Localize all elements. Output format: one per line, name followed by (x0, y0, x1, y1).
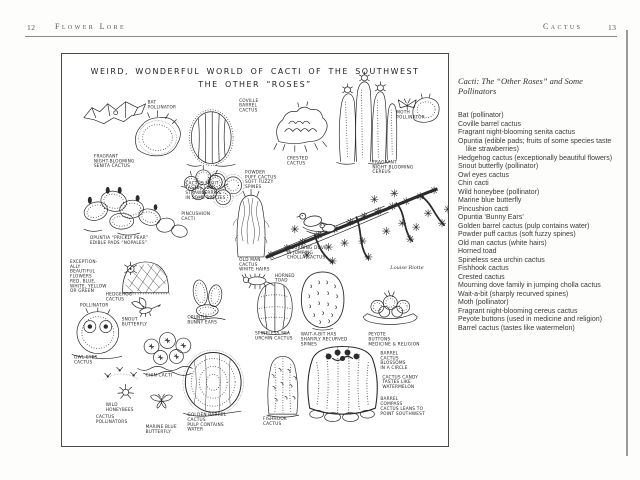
illustration-label-flowers: ALLY (69, 264, 81, 270)
artist-signature: Louise Riotte (390, 264, 424, 271)
illustration-label-waitabit: WAIT-A-BIT HAS (300, 332, 337, 338)
caption-item: Marine blue butterfly (458, 197, 522, 204)
caption-item: Golden barrel cactus (pulp contains water) (458, 222, 590, 230)
wild-honeybees-sketch (104, 367, 138, 398)
illustration-label-oldman: CACTUS (239, 262, 258, 268)
caption-item: Horned toad (458, 248, 497, 255)
caption-column (458, 76, 622, 333)
crested-cactus-sketch (274, 102, 327, 152)
night-blooming-cereus-sketch (337, 72, 397, 164)
sea-urchin-cactus-sketch (258, 283, 293, 335)
illustration-label-fruit: IN SOME SPECIES (185, 195, 226, 201)
illustration-label-snout: BUTTERFLY (121, 322, 148, 328)
illustration-label-seaurchin: URCHIN CACTUS (255, 336, 293, 342)
old-man-cactus-sketch (233, 189, 269, 257)
illustration-label-peyote: MEDICINE & RELIGION (368, 342, 420, 348)
wait-a-bit-sketch (301, 272, 344, 330)
illustration-label-bunny: OPUNTIA (187, 315, 208, 321)
illustration-label-powderpuff: SOFT FUZZY (245, 180, 274, 186)
illustration-label-barrelblossoms: IN A CIRCLE (380, 366, 408, 372)
illustration-label-flowers: EXCEPTION- (69, 259, 98, 265)
right-page-number: 13 (608, 23, 617, 32)
chin-cacti-sketch (138, 333, 193, 379)
caption-item: Wild honeybee (pollinator) (458, 188, 540, 196)
illustration-label-bunny: BUNNY EARS (187, 320, 218, 326)
caption-title: Cacti: The “Other Roses” and Some Pollinators (458, 76, 583, 96)
illustration-label-bat: BAT (147, 100, 157, 106)
caption-item: Pincushion cacti (458, 205, 509, 213)
illustration-label-dove: MOURNING DOVE (286, 246, 328, 252)
snout-butterfly-sketch (132, 298, 161, 317)
caption-item: Snout butterfly (pollinator) (458, 163, 539, 170)
left-page-number: 12 (27, 23, 36, 32)
illustration-label-opuntia: OPUNTIA “PRICKLY PEAR” (89, 236, 149, 242)
senita-cactus-sketch (135, 111, 180, 156)
illustration-label-dove: IN JUMPING (286, 250, 314, 256)
illustration-label-waitabit: SPINES (300, 342, 318, 348)
illustration-label-senita: SENITA CACTUS (93, 164, 131, 170)
illustration-label-peyote: PEYOTE (368, 332, 386, 338)
illustration-label-flowers: OR GREEN (69, 289, 95, 295)
caption-item: Wait-a-bit (sharply recurved spines) (458, 290, 569, 298)
illustration-label-coville: COVILLE (239, 98, 259, 104)
caption-item: Opuntia ‘Bunny Ears’ (458, 214, 524, 221)
page-edge-line (626, 30, 628, 456)
illustration-label-opuntia: EDIBLE PADS “NOPALES” (89, 240, 148, 246)
illustration-title-line2: THE OTHER “ROSES” (198, 79, 312, 89)
caption-item: Fragrant night-blooming cereus cactus (458, 307, 578, 315)
illustration-label-flowers: RED, BLUE, (69, 279, 96, 285)
bat-sketch (84, 102, 146, 124)
coville-barrel-sketch (187, 110, 235, 167)
illustration-label-chin: CHIN CACTI (145, 373, 173, 379)
illustration-label-honeybees: WILD (105, 403, 118, 409)
illustration-label-senita: FRAGRANT (93, 154, 119, 160)
illustration-label-pollinator: POLLINATOR (79, 303, 109, 309)
illustration-label-powderpuff: PUFF CACTUS (245, 175, 277, 181)
caption-item: Mourning dove family in jumping cholla cactus (458, 282, 601, 289)
caption-item: Hedgehog cactus (exceptionally beautiful flowers) (458, 154, 613, 162)
illustration-label-owleyes: CACTUS (73, 360, 93, 366)
illustration-label-dove: CHOLLA CACTUS (286, 255, 326, 261)
illustration-label-owleyes: OWL EYES (73, 355, 98, 361)
right-running-title: Cactus (543, 22, 583, 31)
illustration-label-fishhook: FISHHOOK (262, 417, 287, 423)
caption-item: Spineless sea urchin cactus (458, 256, 545, 264)
caption-item: Powder puff cactus (soft fuzzy spines) (458, 231, 576, 238)
fishhook-cactus-sketch (267, 356, 299, 417)
illustration-label-goldenbarrel: CACTUS (187, 418, 206, 424)
right-header-rule (368, 36, 617, 37)
illustration-label-barrelblossoms: CACTUS (380, 356, 399, 362)
barrel-cactus-blossoms-sketch (308, 347, 377, 422)
caption-item: Owl eyes cactus (458, 171, 509, 179)
illustration-label-compass: POINT SOUTHWEST (380, 411, 425, 417)
illustration-label-compass: COMPASS (380, 402, 403, 408)
illustration-label-flowers: WHITE, YELLOW (69, 284, 107, 290)
owl-eyes-cactus-sketch (72, 308, 122, 359)
caption-item: Coville barrel cactus (458, 120, 522, 128)
illustration-label-candy: TASTES LIKE (382, 380, 411, 386)
caption-item: Bat (pollinator) (458, 112, 504, 119)
illustration-label-oldman: WHITE HAIRS (239, 267, 270, 273)
illustration-label-hedgehog: HEDGEHOG (105, 292, 133, 298)
cactus-illustration (62, 54, 448, 446)
illustration-label-peyote: BUTTONS (368, 337, 391, 343)
illustration-label-powderpuff: SPINES (245, 185, 262, 191)
illustration-label-cereus: FRAGRANT (372, 160, 397, 166)
illustration-label-marineblue: MARINE BLUE (145, 425, 177, 431)
illustration-label-senita: NIGHT-BLOOMING (93, 159, 135, 165)
illustration-label-crested: CRESTED (286, 156, 309, 162)
illustration-label-cactuspollinators: POLLINATORS (95, 420, 128, 426)
caption-item: Opuntia (edible pads; fruits of some species taste like strawberries) (458, 137, 612, 153)
illustration-label-barrelblossoms: BLOSSOMS (380, 361, 406, 367)
illustration-label-marineblue: BUTTERFLY (145, 429, 172, 435)
horned-toad-sketch (242, 274, 274, 289)
caption-item: Fishhook cactus (458, 265, 509, 272)
illustration-label-fishhook: CACTUS (262, 421, 282, 427)
caption-item: Old man cactus (white hairs) (458, 239, 547, 247)
illustration-label-compass: CACTUS LEANS TO (380, 406, 424, 412)
illustration-label-oldman: OLD MAN (239, 257, 261, 263)
illustration-label-flowers: FLOWERS (69, 274, 92, 280)
illustration-label-candy: CACTUS CANDY (382, 375, 419, 381)
illustration-label-goldenbarrel: GOLDEN BARREL (187, 413, 227, 419)
illustration-label-coville: BARREL (239, 103, 258, 109)
mourning-dove-sketch (297, 213, 335, 234)
illustration-label-horned: TOAD (274, 278, 288, 284)
illustration-label-fruit: TASTES LIKE (185, 186, 214, 192)
illustration-label-snout: SNOUT (121, 317, 138, 323)
illustration-label-powderpuff: POWDER (245, 170, 266, 176)
caption-item: Moth (pollinator) (458, 299, 509, 306)
illustration-label-cactuspollinators: CACTUS (95, 415, 115, 421)
caption-item: Crested cactus (458, 273, 505, 281)
illustration-label-fruit: STRAWBERRIES (185, 191, 221, 197)
marine-blue-butterfly-sketch (151, 394, 173, 408)
caption-item: Fragrant night-blooming senita cactus (458, 129, 576, 136)
illustration-label-honeybees: HONEYBEES (105, 408, 134, 414)
peyote-buttons-sketch (363, 291, 417, 325)
hedgehog-cactus-sketch (120, 262, 172, 294)
illustration-label-candy: WATERMELON (382, 385, 415, 391)
illustration-label-moth: POLLINATOR (396, 115, 425, 121)
prickly-pear-sketch (82, 187, 189, 242)
illustration-label-goldenbarrel: WATER (187, 427, 204, 433)
illustration-label-bat: POLLINATOR (147, 105, 177, 111)
illustration-label-waitabit: SHARPLY RECURVED (300, 337, 348, 343)
illustration-label-flowers: BEAUTIFUL (69, 269, 96, 275)
illustration-label-crested: CACTUS (286, 161, 306, 167)
illustration-label-fruit: CACTUS FRUIT (185, 181, 219, 187)
left-running-title: Flower Lore (55, 22, 127, 31)
caption-item: Chin cacti (458, 180, 489, 187)
caption-item: Peyote buttons (used in medicine and religion) (458, 316, 602, 323)
illustration-label-cereus: NIGHT BLOOMING (372, 165, 414, 171)
golden-barrel-sketch (183, 350, 244, 419)
illustration-label-goldenbarrel: PULP CONTAINS (187, 422, 224, 428)
illustration-label-moth: MOTH (396, 110, 410, 116)
illustration-label-hedgehog: CACTUS (105, 297, 125, 303)
illustration-label-cereus: CEREUS (372, 170, 391, 176)
illustration-label-compass: BARREL (380, 397, 399, 403)
illustration-label-coville: CACTUS (239, 108, 258, 114)
illustration-label-seaurchin: SPINELESS SEA (255, 331, 291, 337)
caption-item: Barrel cactus (tastes like watermelon) (458, 324, 575, 332)
illustration-label-barrelblossoms: BARREL (380, 351, 399, 357)
caption-list (458, 112, 622, 333)
bunny-ears-opuntia-sketch (191, 279, 225, 320)
illustration-title-line1: WEIRD, WONDERFUL WORLD OF CACTI OF THE SOUTHWEST (90, 66, 420, 76)
illustration-label-horned: HORNED (274, 273, 295, 279)
illustration-label-pincushion: PINCUSHION (181, 212, 211, 218)
illustration-label-pincushion: CACTI (181, 217, 196, 223)
illustration-frame (61, 53, 449, 447)
